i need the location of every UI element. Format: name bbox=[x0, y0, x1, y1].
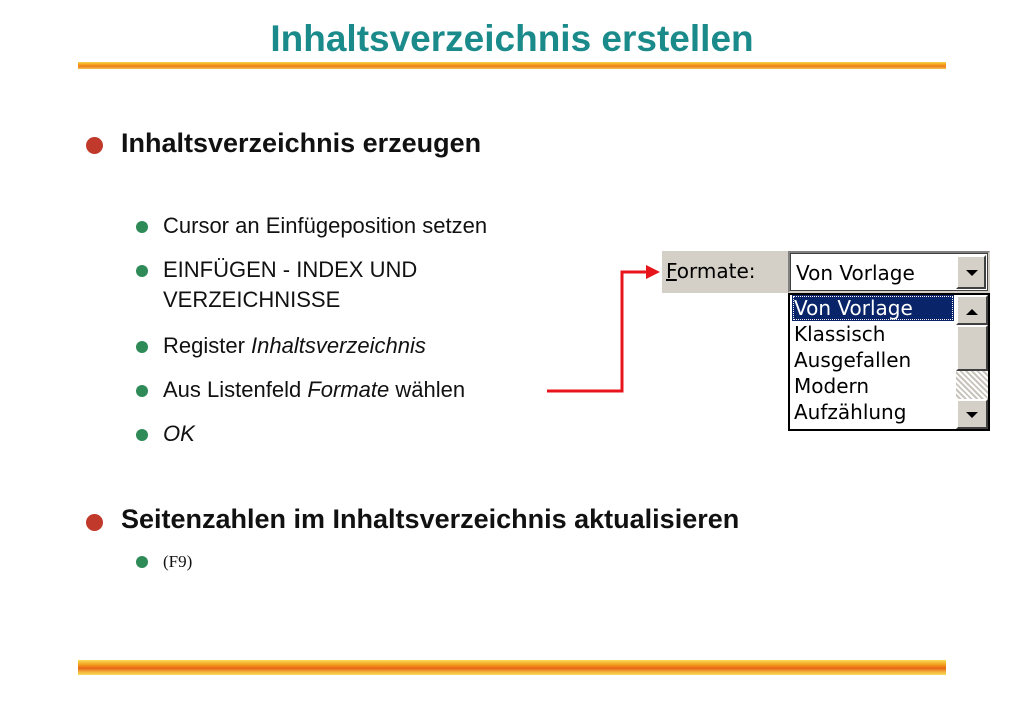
scroll-down-button[interactable] bbox=[956, 399, 988, 429]
listenfeld-suffix: wählen bbox=[389, 377, 466, 402]
option-von-vorlage[interactable]: Von Vorlage bbox=[792, 295, 954, 321]
scroll-up-icon bbox=[966, 309, 978, 315]
combobox-dropdown-button[interactable] bbox=[956, 255, 986, 289]
scroll-down-icon bbox=[966, 412, 978, 418]
formate-dialog-snippet bbox=[662, 251, 990, 431]
formate-combobox-value: Von Vorlage bbox=[796, 261, 915, 285]
option-modern[interactable]: Modern bbox=[794, 374, 870, 398]
formate-label bbox=[666, 259, 756, 283]
scroll-track[interactable] bbox=[956, 371, 988, 399]
list-item-einfuegen-line1: EINFÜGEN - INDEX UND bbox=[163, 257, 418, 282]
section1-heading: Inhaltsverzeichnis erzeugen bbox=[121, 128, 482, 158]
listenfeld-italic: Formate bbox=[307, 377, 390, 402]
footer-bar bbox=[78, 660, 946, 675]
formate-label-rest: ormate: bbox=[676, 259, 756, 283]
scroll-up-button[interactable] bbox=[956, 295, 988, 325]
ok-italic: OK bbox=[163, 421, 195, 446]
option-aufzaehlung[interactable]: Aufzählung bbox=[794, 400, 907, 424]
formate-dropdown-list[interactable] bbox=[788, 293, 990, 431]
scroll-thumb[interactable] bbox=[956, 325, 988, 371]
formate-label-accesskey: F bbox=[666, 259, 677, 283]
formate-combobox[interactable] bbox=[788, 251, 990, 293]
option-klassisch[interactable]: Klassisch bbox=[794, 322, 886, 346]
slide-title: Inhaltsverzeichnis erstellen bbox=[270, 18, 754, 59]
section2-heading: Seitenzahlen im Inhaltsverzeichnis aktualisieren bbox=[121, 504, 740, 534]
list-item-einfuegen-line2: VERZEICHNISSE bbox=[163, 287, 341, 312]
chevron-down-icon bbox=[966, 270, 978, 276]
register-prefix: Register bbox=[163, 333, 252, 358]
register-italic: Inhaltsverzeichnis bbox=[251, 333, 426, 358]
option-ausgefallen[interactable]: Ausgefallen bbox=[794, 348, 912, 372]
list-item-f9: (F9) bbox=[163, 552, 193, 571]
list-item-cursor: Cursor an Einfügeposition setzen bbox=[163, 213, 488, 238]
listenfeld-prefix: Aus Listenfeld bbox=[163, 377, 308, 402]
list-scrollbar[interactable] bbox=[956, 295, 988, 429]
